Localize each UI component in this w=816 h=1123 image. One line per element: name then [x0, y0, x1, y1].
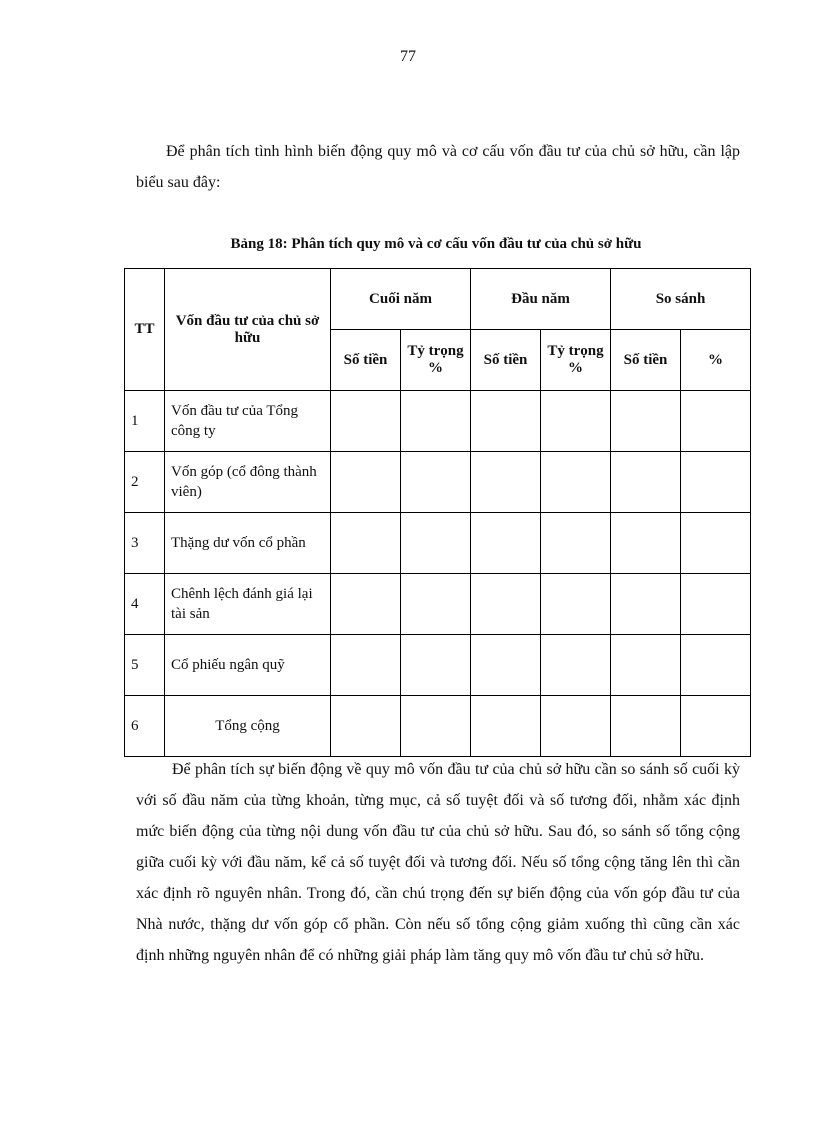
row-tt: 6	[125, 696, 165, 757]
empty-cell	[681, 574, 751, 635]
header-compare: So sánh	[611, 269, 751, 330]
empty-cell	[331, 452, 401, 513]
intro-paragraph: Để phân tích tình hình biến động quy mô và cơ cấu vốn đầu tư của chủ sở hữu, cần lập biểu sau đây:	[136, 143, 740, 191]
header-end-ratio: Tỷ trọng %	[401, 330, 471, 391]
row-tt: 3	[125, 513, 165, 574]
table-row	[125, 635, 751, 696]
empty-cell	[681, 635, 751, 696]
empty-cell	[471, 574, 541, 635]
empty-cell	[611, 391, 681, 452]
row-label: Chênh lệch đánh giá lại tài sản	[165, 574, 331, 635]
empty-cell	[331, 635, 401, 696]
page-number: 77	[400, 48, 416, 65]
empty-cell	[471, 696, 541, 757]
header-compare-amount: Số tiền	[611, 330, 681, 391]
empty-cell	[541, 574, 611, 635]
empty-cell	[471, 635, 541, 696]
header-start-amount: Số tiền	[471, 330, 541, 391]
empty-cell	[401, 452, 471, 513]
header-item: Vốn đầu tư của chủ sở hữu	[165, 269, 331, 391]
table-row	[125, 391, 751, 452]
empty-cell	[541, 635, 611, 696]
empty-cell	[401, 391, 471, 452]
empty-cell	[401, 574, 471, 635]
empty-cell	[611, 696, 681, 757]
row-tt: 2	[125, 452, 165, 513]
empty-cell	[471, 513, 541, 574]
row-label: Vốn đầu tư của Tổng công ty	[165, 391, 331, 452]
empty-cell	[681, 513, 751, 574]
empty-cell	[611, 452, 681, 513]
empty-cell	[471, 452, 541, 513]
empty-cell	[611, 574, 681, 635]
empty-cell	[331, 513, 401, 574]
row-label: Cổ phiếu ngân quỹ	[165, 635, 331, 696]
empty-cell	[331, 574, 401, 635]
row-label: Thặng dư vốn cổ phần	[165, 513, 331, 574]
header-end-amount: Số tiền	[331, 330, 401, 391]
header-tt: TT	[125, 269, 165, 391]
empty-cell	[611, 513, 681, 574]
empty-cell	[681, 696, 751, 757]
empty-cell	[611, 635, 681, 696]
empty-cell	[471, 391, 541, 452]
header-end-year: Cuối năm	[331, 269, 471, 330]
header-compare-percent: %	[681, 330, 751, 391]
empty-cell	[541, 452, 611, 513]
empty-cell	[331, 696, 401, 757]
empty-cell	[541, 513, 611, 574]
table-row	[125, 513, 751, 574]
row-label: Vốn góp (cổ đông thành viên)	[165, 452, 331, 513]
empty-cell	[681, 452, 751, 513]
empty-cell	[401, 635, 471, 696]
row-tt: 1	[125, 391, 165, 452]
row-label-total: Tổng cộng	[165, 696, 331, 757]
row-tt: 5	[125, 635, 165, 696]
capital-analysis-table	[124, 268, 751, 757]
table-row-total	[125, 696, 751, 757]
body-paragraph: Để phân tích sự biến động về quy mô vốn đầu tư của chủ sở hữu cần so sánh số cuối kỳ với số đầu năm của từng khoản, từng mục, cả số tuyệt đối và số tương đối, nhằm xác định mức biến động của từng nội dung vốn đầu tư của chủ sở hữu. Sau đó, so sánh số tổng cộng giữa cuối kỳ với đầu năm, kể cả số tuyệt đối và tương đối. Nếu số tổng cộng tăng lên thì cần xác định rõ nguyên nhân. Trong đó, cần chú trọng đến sự biến động của vốn góp đầu tư của Nhà nước, thặng dư vốn góp cổ phần. Còn nếu số tổng cộng giảm xuống thì cũng cần xác định những nguyên nhân để có những giải pháp làm tăng quy mô vốn đầu tư chủ sở hữu.	[136, 761, 740, 964]
empty-cell	[541, 696, 611, 757]
table-row	[125, 574, 751, 635]
header-start-ratio: Tỷ trọng %	[541, 330, 611, 391]
empty-cell	[401, 513, 471, 574]
table-caption: Bảng 18: Phân tích quy mô và cơ cấu vốn đầu tư của chủ sở hữu	[230, 236, 642, 252]
empty-cell	[541, 391, 611, 452]
row-tt: 4	[125, 574, 165, 635]
empty-cell	[331, 391, 401, 452]
table-row	[125, 452, 751, 513]
empty-cell	[401, 696, 471, 757]
empty-cell	[681, 391, 751, 452]
header-start-year: Đầu năm	[471, 269, 611, 330]
